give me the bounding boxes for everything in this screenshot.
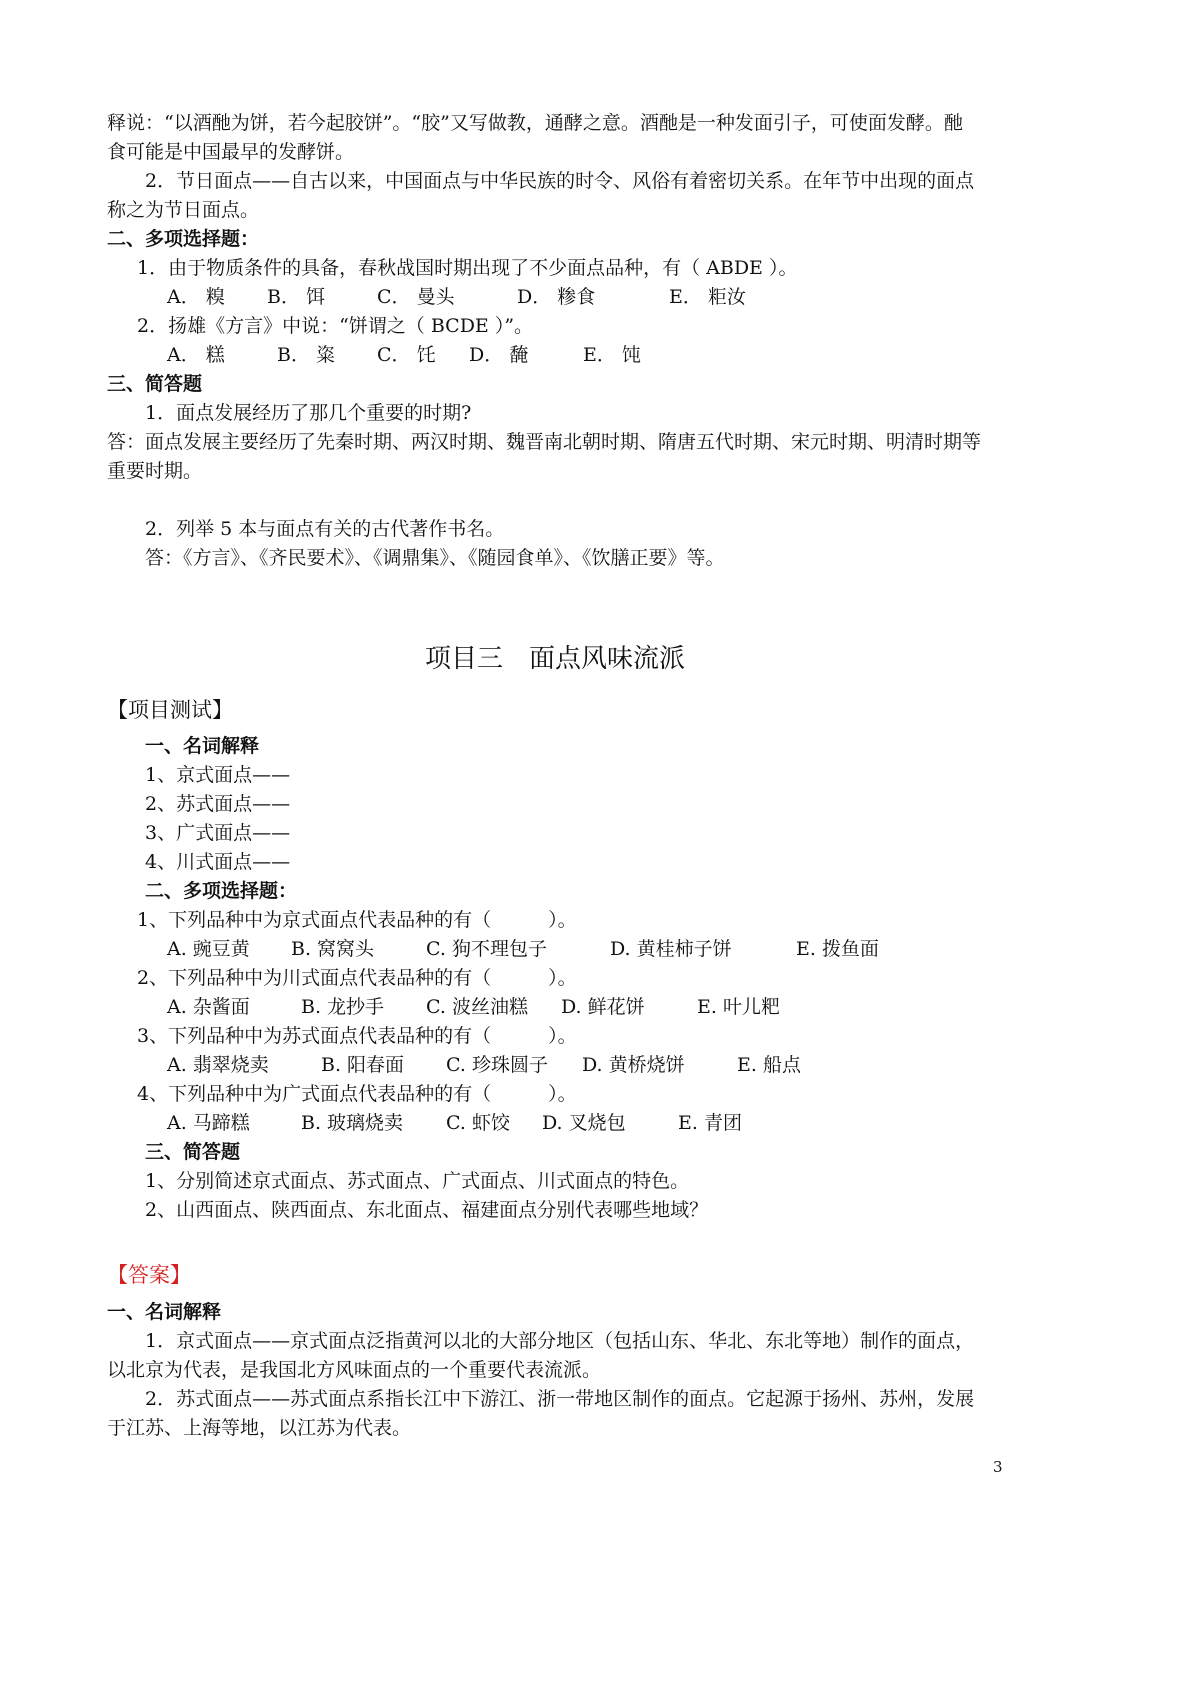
options-row — [167, 940, 879, 959]
option: E． 饨 — [583, 344, 641, 366]
question: 4、下列品种中为广式面点代表品种的有（ ）。 — [137, 1083, 577, 1105]
option: A. 杂酱面 — [167, 996, 250, 1018]
option: C. 波丝油糕 — [426, 996, 528, 1018]
question: 3、下列品种中为苏式面点代表品种的有（ ）。 — [137, 1025, 577, 1047]
option: D. 黄桥烧饼 — [582, 1054, 685, 1076]
options-row — [167, 998, 780, 1017]
answer-text: 于江苏、上海等地，以江苏为代表。 — [107, 1417, 412, 1439]
option: A． 糕 — [167, 344, 225, 366]
section-heading: 二、多项选择题： — [145, 880, 298, 902]
option: B． 粢 — [277, 344, 336, 366]
test-label: 【项目测试】 — [107, 698, 233, 722]
option: A. 马蹄糕 — [167, 1112, 250, 1134]
question: 1．面点发展经历了那几个重要的时期? — [145, 402, 472, 424]
answer-text: 重要时期。 — [107, 460, 203, 482]
answer-text: 答：面点发展主要经历了先秦时期、两汉时期、魏晋南北朝时期、隋唐五代时期、宋元时期、明清时期等 — [107, 431, 982, 453]
section-heading: 一、名词解释 — [107, 1301, 222, 1323]
term-item: 3、广式面点—— — [145, 822, 291, 844]
section-heading: 三、简答题 — [107, 373, 203, 395]
text-line: 称之为节日面点。 — [107, 199, 260, 221]
option: C． 曼头 — [377, 286, 455, 308]
option: B. 玻璃烧卖 — [301, 1112, 404, 1134]
option: C. 狗不理包子 — [426, 938, 547, 960]
page-title: 项目三 面点风味流派 — [425, 644, 686, 674]
question: 2．扬雄《方言》中说：“饼谓之（ BCDE ）”。 — [137, 315, 534, 337]
option: D． 馣 — [469, 344, 529, 366]
option: D. 叉烧包 — [542, 1112, 626, 1134]
option: B． 饵 — [267, 286, 326, 308]
answer-text: 2．苏式面点——苏式面点系指长江中下游江、浙一带地区制作的面点。它起源于扬州、苏州，发展 — [145, 1388, 975, 1410]
options-row — [167, 1056, 801, 1075]
question: 1、下列品种中为京式面点代表品种的有（ ）。 — [137, 909, 577, 931]
question: 2、下列品种中为川式面点代表品种的有（ ）。 — [137, 967, 577, 989]
question: 2、山西面点、陕西面点、东北面点、福建面点分别代表哪些地域？ — [145, 1199, 709, 1221]
option: D． 糁食 — [517, 286, 596, 308]
section-heading: 三、简答题 — [145, 1141, 241, 1163]
option: B. 窝窝头 — [291, 938, 375, 960]
option: D. 鲜花饼 — [561, 996, 645, 1018]
option: C． 饦 — [377, 344, 436, 366]
options-row — [167, 1114, 742, 1133]
option: E. 拨鱼面 — [796, 938, 879, 960]
option: E. 青团 — [678, 1112, 742, 1134]
section-heading: 二、多项选择题： — [107, 228, 260, 250]
option: E. 叶儿粑 — [697, 996, 780, 1018]
option: A. 翡翠烧卖 — [167, 1054, 269, 1076]
section-heading: 一、名词解释 — [145, 735, 260, 757]
option: E. 船点 — [737, 1054, 801, 1076]
options-row — [167, 288, 746, 307]
term-item: 1、京式面点—— — [145, 764, 291, 786]
answer-text: 以北京为代表，是我国北方风味面点的一个重要代表流派。 — [107, 1359, 602, 1381]
term-item: 4、川式面点—— — [145, 851, 291, 873]
option: B. 阳春面 — [321, 1054, 405, 1076]
option: E． 粔汝 — [669, 286, 746, 308]
option: C. 珍珠圆子 — [446, 1054, 548, 1076]
answer-text: 1．京式面点——京式面点泛指黄河以北的大部分地区（包括山东、华北、东北等地）制作的面点， — [145, 1330, 975, 1352]
answer-label: 【答案】 — [107, 1263, 191, 1287]
question: 1．由于物质条件的具备，春秋战国时期出现了不少面点品种，有（ ABDE ）。 — [137, 257, 798, 279]
question: 1、分别简述京式面点、苏式面点、广式面点、川式面点的特色。 — [145, 1170, 690, 1192]
option: A. 豌豆黄 — [167, 938, 250, 960]
options-row — [167, 346, 641, 365]
option: C. 虾饺 — [446, 1112, 510, 1134]
option: A． 糗 — [167, 286, 225, 308]
answer-text: 答：《方言》、《齐民要术》、《调鼎集》、《随园食单》、《饮膳正要》等。 — [145, 547, 725, 569]
text-line: 2．节日面点——自古以来，中国面点与中华民族的时令、风俗有着密切关系。在年节中出现的面点 — [145, 170, 975, 192]
text-line: 释说：“以酒酏为饼，若今起胶饼”。“胶”又写做教，通酵之意。酒酏是一种发面引子，可使面发酵。酏 — [107, 112, 963, 134]
term-item: 2、苏式面点—— — [145, 793, 291, 815]
text-line: 食可能是中国最早的发酵饼。 — [107, 141, 355, 163]
option: B. 龙抄手 — [301, 996, 385, 1018]
option: D. 黄桂柿子饼 — [610, 938, 732, 960]
question: 2．列举 5 本与面点有关的古代著作书名。 — [145, 518, 505, 540]
page-number: 3 — [993, 1458, 1003, 1476]
